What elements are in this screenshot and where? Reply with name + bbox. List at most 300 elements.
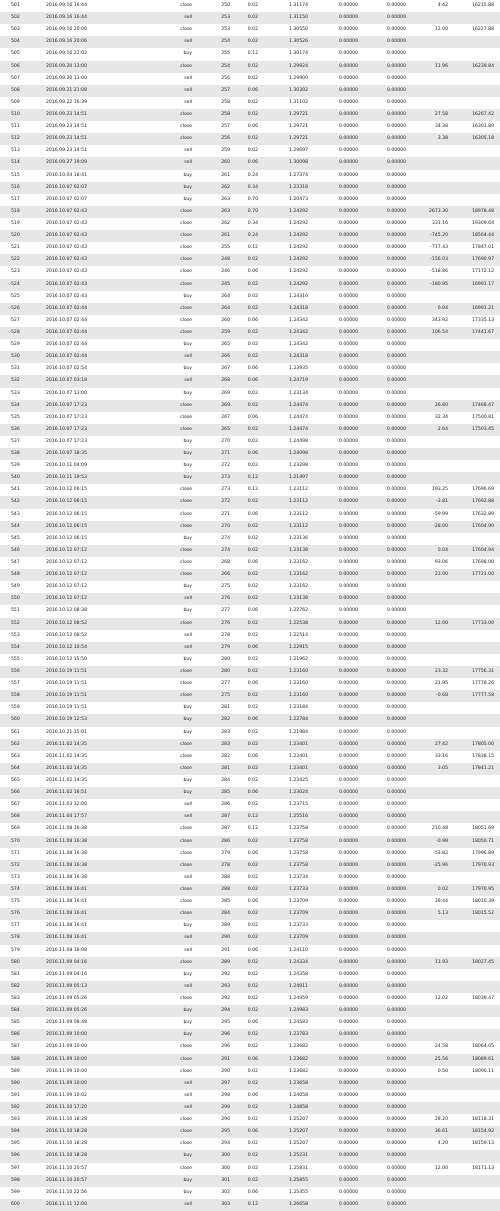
balance-cell — [452, 775, 500, 787]
trade-type-cell: close — [128, 545, 196, 557]
take-profit-cell: 0.00000 — [362, 436, 410, 448]
profit-cell — [410, 642, 452, 654]
trade-type-cell: close — [128, 424, 196, 436]
row-number-cell: 537 — [0, 436, 40, 448]
profit-cell — [410, 73, 452, 85]
profit-cell: -28.00 — [410, 521, 452, 533]
price-cell: 1.24498 — [262, 436, 312, 448]
table-row — [0, 811, 500, 823]
profit-cell: 23.00 — [410, 569, 452, 581]
profit-cell: -3.81 — [410, 496, 452, 508]
profit-cell: 3.38 — [410, 133, 452, 145]
profit-cell: 5.13 — [410, 908, 452, 920]
trade-type-cell: buy — [128, 920, 196, 932]
lot-size-cell: 0.02 — [234, 1138, 262, 1150]
trade-type-cell: close — [128, 327, 196, 339]
row-number-cell: 539 — [0, 460, 40, 472]
take-profit-cell: 0.00000 — [362, 303, 410, 315]
timestamp-cell: 2016.11.10 18:28 — [40, 1138, 128, 1150]
balance-cell — [452, 605, 500, 617]
take-profit-cell: 0.00000 — [362, 388, 410, 400]
timestamp-cell: 2016.09.23 14:51 — [40, 121, 128, 133]
row-number-cell: 580 — [0, 957, 40, 969]
balance-cell — [452, 654, 500, 666]
table-row — [0, 1090, 500, 1102]
lot-size-cell: 0.06 — [234, 1090, 262, 1102]
take-profit-cell: 0.00000 — [362, 484, 410, 496]
order-id-cell: 261 — [196, 170, 234, 182]
profit-cell — [410, 1017, 452, 1029]
trade-type-cell: buy — [128, 787, 196, 799]
price-cell: 1.23184 — [262, 702, 312, 714]
lot-size-cell: 0.02 — [234, 1041, 262, 1053]
profit-cell: 0.02 — [410, 884, 452, 896]
lot-size-cell: 0.12 — [234, 1199, 262, 1211]
take-profit-cell: 0.00000 — [362, 1102, 410, 1114]
profit-cell — [410, 1187, 452, 1199]
table-row — [0, 727, 500, 739]
row-number-cell: 583 — [0, 993, 40, 1005]
price-cell: 1.23682 — [262, 1066, 312, 1078]
row-number-cell: 559 — [0, 702, 40, 714]
take-profit-cell: 0.00000 — [362, 581, 410, 593]
order-id-cell: 284 — [196, 775, 234, 787]
trade-type-cell: buy — [128, 194, 196, 206]
trade-type-cell: buy — [128, 605, 196, 617]
balance-cell — [452, 630, 500, 642]
order-id-cell: 273 — [196, 472, 234, 484]
stop-loss-cell: 0.00000 — [312, 194, 362, 206]
take-profit-cell: 0.00000 — [362, 24, 410, 36]
stop-loss-cell: 0.00000 — [312, 182, 362, 194]
lot-size-cell: 0.06 — [234, 412, 262, 424]
row-number-cell: 592 — [0, 1102, 40, 1114]
row-number-cell: 564 — [0, 763, 40, 775]
order-id-cell: 288 — [196, 872, 234, 884]
table-row — [0, 36, 500, 48]
profit-cell — [410, 436, 452, 448]
table-row — [0, 85, 500, 97]
order-id-cell: 263 — [196, 194, 234, 206]
order-id-cell: 277 — [196, 678, 234, 690]
lot-size-cell: 0.02 — [234, 279, 262, 291]
lot-size-cell: 0.02 — [234, 872, 262, 884]
timestamp-cell: 2016.10.07 02:43 — [40, 291, 128, 303]
trade-type-cell: close — [128, 496, 196, 508]
row-number-cell: 546 — [0, 545, 40, 557]
balance-cell: 18171.13 — [452, 1163, 500, 1175]
lot-size-cell: 0.02 — [234, 1163, 262, 1175]
row-number-cell: 509 — [0, 97, 40, 109]
stop-loss-cell: 0.00000 — [312, 315, 362, 327]
price-cell: 1.24058 — [262, 1090, 312, 1102]
trade-type-cell: close — [128, 242, 196, 254]
lot-size-cell: 0.02 — [234, 73, 262, 85]
lot-size-cell: 0.12 — [234, 484, 262, 496]
take-profit-cell: 0.00000 — [362, 860, 410, 872]
table-row — [0, 1199, 500, 1211]
stop-loss-cell: 0.00000 — [312, 993, 362, 1005]
order-id-cell: 266 — [196, 351, 234, 363]
trade-type-cell: close — [128, 218, 196, 230]
take-profit-cell: 0.00000 — [362, 133, 410, 145]
order-id-cell: 292 — [196, 993, 234, 1005]
table-row — [0, 908, 500, 920]
balance-cell — [452, 472, 500, 484]
order-id-cell: 276 — [196, 618, 234, 630]
timestamp-cell: 2016.10.04 18:41 — [40, 170, 128, 182]
lot-size-cell: 0.02 — [234, 654, 262, 666]
trade-type-cell: close — [128, 509, 196, 521]
balance-cell: 17756.31 — [452, 666, 500, 678]
stop-loss-cell: 0.00000 — [312, 327, 362, 339]
take-profit-cell: 0.00000 — [362, 823, 410, 835]
trade-type-cell: sell — [128, 351, 196, 363]
profit-cell: 210.48 — [410, 823, 452, 835]
profit-cell: 28.20 — [410, 1114, 452, 1126]
row-number-cell: 571 — [0, 848, 40, 860]
stop-loss-cell: 0.00000 — [312, 1054, 362, 1066]
order-id-cell: 294 — [196, 1138, 234, 1150]
stop-loss-cell: 0.00000 — [312, 73, 362, 85]
row-number-cell: 505 — [0, 48, 40, 60]
table-row — [0, 678, 500, 690]
take-profit-cell: 0.00000 — [362, 1150, 410, 1162]
timestamp-cell: 2016.10.07 17:23 — [40, 424, 128, 436]
lot-size-cell: 0.02 — [234, 618, 262, 630]
order-id-cell: 245 — [196, 279, 234, 291]
stop-loss-cell: 0.00000 — [312, 969, 362, 981]
timestamp-cell: 2016.10.12 06:15 — [40, 484, 128, 496]
timestamp-cell: 2016.10.12 15:50 — [40, 654, 128, 666]
row-number-cell: 563 — [0, 751, 40, 763]
take-profit-cell: 0.00000 — [362, 908, 410, 920]
take-profit-cell: 0.00000 — [362, 920, 410, 932]
row-number-cell: 590 — [0, 1078, 40, 1090]
order-id-cell: 269 — [196, 388, 234, 400]
row-number-cell: 593 — [0, 1114, 40, 1126]
order-id-cell: 274 — [196, 533, 234, 545]
profit-cell: 0.50 — [410, 1066, 452, 1078]
profit-cell — [410, 714, 452, 726]
timestamp-cell: 2016.10.19 11:51 — [40, 690, 128, 702]
row-number-cell: 576 — [0, 908, 40, 920]
balance-cell — [452, 533, 500, 545]
stop-loss-cell: 0.00000 — [312, 1199, 362, 1211]
balance-cell: 16239.84 — [452, 61, 500, 73]
lot-size-cell: 0.02 — [234, 545, 262, 557]
lot-size-cell: 0.06 — [234, 678, 262, 690]
stop-loss-cell: 0.00000 — [312, 1163, 362, 1175]
profit-cell — [410, 981, 452, 993]
trade-type-cell: close — [128, 279, 196, 291]
order-id-cell: 291 — [196, 1054, 234, 1066]
trade-type-cell: buy — [128, 472, 196, 484]
timestamp-cell: 2016.09.20 13:00 — [40, 73, 128, 85]
order-id-cell: 287 — [196, 811, 234, 823]
lot-size-cell: 0.02 — [234, 400, 262, 412]
lot-size-cell: 0.02 — [234, 1066, 262, 1078]
order-id-cell: 257 — [196, 85, 234, 97]
trade-type-cell: close — [128, 400, 196, 412]
take-profit-cell: 0.00000 — [362, 593, 410, 605]
row-number-cell: 533 — [0, 388, 40, 400]
take-profit-cell: 0.00000 — [362, 460, 410, 472]
order-id-cell: 278 — [196, 860, 234, 872]
take-profit-cell: 0.00000 — [362, 787, 410, 799]
timestamp-cell: 2016.11.08 16:41 — [40, 920, 128, 932]
order-id-cell: 250 — [196, 0, 234, 12]
lot-size-cell: 0.02 — [234, 727, 262, 739]
table-row — [0, 157, 500, 169]
stop-loss-cell: 0.00000 — [312, 872, 362, 884]
table-row — [0, 836, 500, 848]
lot-size-cell: 0.02 — [234, 533, 262, 545]
balance-cell — [452, 1005, 500, 1017]
take-profit-cell: 0.00000 — [362, 642, 410, 654]
row-number-cell: 599 — [0, 1187, 40, 1199]
take-profit-cell: 0.00000 — [362, 157, 410, 169]
trade-type-cell: buy — [128, 969, 196, 981]
timestamp-cell: 2016.09.16 16:44 — [40, 0, 128, 12]
row-number-cell: 527 — [0, 315, 40, 327]
stop-loss-cell: 0.00000 — [312, 496, 362, 508]
row-number-cell: 556 — [0, 666, 40, 678]
row-number-cell: 566 — [0, 787, 40, 799]
table-row — [0, 218, 500, 230]
stop-loss-cell: 0.00000 — [312, 775, 362, 787]
stop-loss-cell: 0.00000 — [312, 860, 362, 872]
row-number-cell: 574 — [0, 884, 40, 896]
balance-cell: 19309.64 — [452, 218, 500, 230]
balance-cell: 17604.90 — [452, 521, 500, 533]
trade-type-cell: close — [128, 618, 196, 630]
balance-cell: 18015.52 — [452, 908, 500, 920]
take-profit-cell: 0.00000 — [362, 884, 410, 896]
balance-cell — [452, 1029, 500, 1041]
balance-cell: 17841.21 — [452, 763, 500, 775]
profit-cell: -25.96 — [410, 860, 452, 872]
table-row — [0, 12, 500, 24]
row-number-cell: 508 — [0, 85, 40, 97]
profit-cell: 11.96 — [410, 61, 452, 73]
stop-loss-cell: 0.00000 — [312, 363, 362, 375]
order-id-cell: 254 — [196, 61, 234, 73]
stop-loss-cell: 0.00000 — [312, 1187, 362, 1199]
lot-size-cell: 0.02 — [234, 1005, 262, 1017]
price-cell: 1.31150 — [262, 12, 312, 24]
profit-cell: 12.02 — [410, 993, 452, 1005]
lot-size-cell: 0.02 — [234, 860, 262, 872]
balance-cell — [452, 36, 500, 48]
take-profit-cell: 0.00000 — [362, 206, 410, 218]
lot-size-cell: 0.02 — [234, 254, 262, 266]
profit-cell — [410, 630, 452, 642]
price-cell: 1.24983 — [262, 1005, 312, 1017]
row-number-cell: 565 — [0, 775, 40, 787]
profit-cell: 34.38 — [410, 121, 452, 133]
price-cell: 1.24292 — [262, 266, 312, 278]
stop-loss-cell: 0.00000 — [312, 291, 362, 303]
timestamp-cell: 2016.11.09 10:02 — [40, 1090, 128, 1102]
take-profit-cell: 0.00000 — [362, 48, 410, 60]
row-number-cell: 507 — [0, 73, 40, 85]
price-cell: 1.23136 — [262, 533, 312, 545]
take-profit-cell: 0.00000 — [362, 957, 410, 969]
table-row — [0, 242, 500, 254]
table-row — [0, 279, 500, 291]
lot-size-cell: 0.02 — [234, 569, 262, 581]
stop-loss-cell: 0.00000 — [312, 581, 362, 593]
stop-loss-cell: 0.00000 — [312, 1175, 362, 1187]
order-id-cell: 279 — [196, 642, 234, 654]
row-number-cell: 502 — [0, 12, 40, 24]
order-id-cell: 283 — [196, 727, 234, 739]
profit-cell — [410, 339, 452, 351]
table-row — [0, 170, 500, 182]
stop-loss-cell: 0.00000 — [312, 521, 362, 533]
row-number-cell: 529 — [0, 339, 40, 351]
lot-size-cell: 0.06 — [234, 945, 262, 957]
balance-cell: 17698.00 — [452, 557, 500, 569]
stop-loss-cell: 0.00000 — [312, 678, 362, 690]
balance-cell — [452, 363, 500, 375]
stop-loss-cell: 0.00000 — [312, 12, 362, 24]
take-profit-cell: 0.00000 — [362, 654, 410, 666]
timestamp-cell: 2016.11.10 18:28 — [40, 1150, 128, 1162]
balance-cell — [452, 811, 500, 823]
order-id-cell: 281 — [196, 702, 234, 714]
take-profit-cell: 0.00000 — [362, 254, 410, 266]
trade-type-cell: sell — [128, 811, 196, 823]
balance-cell — [452, 12, 500, 24]
balance-cell: 17441.67 — [452, 327, 500, 339]
order-id-cell: 285 — [196, 896, 234, 908]
lot-size-cell: 0.02 — [234, 496, 262, 508]
take-profit-cell: 0.00000 — [362, 630, 410, 642]
profit-cell: -53.82 — [410, 848, 452, 860]
timestamp-cell: 2016.10.12 07:12 — [40, 581, 128, 593]
row-number-cell: 595 — [0, 1138, 40, 1150]
row-number-cell: 541 — [0, 484, 40, 496]
stop-loss-cell: 0.00000 — [312, 509, 362, 521]
lot-size-cell: 0.02 — [234, 24, 262, 36]
timestamp-cell: 2016.10.07 02:07 — [40, 182, 128, 194]
balance-cell: 17733.00 — [452, 618, 500, 630]
trade-type-cell: sell — [128, 945, 196, 957]
trade-type-cell: close — [128, 908, 196, 920]
take-profit-cell: 0.00000 — [362, 121, 410, 133]
trade-type-cell: close — [128, 569, 196, 581]
price-cell: 1.22514 — [262, 630, 312, 642]
stop-loss-cell: 0.00000 — [312, 920, 362, 932]
table-row — [0, 194, 500, 206]
trade-type-cell: close — [128, 1066, 196, 1078]
price-cell: 1.31174 — [262, 0, 312, 12]
trade-type-cell: close — [128, 484, 196, 496]
stop-loss-cell: 0.00000 — [312, 0, 362, 12]
stop-loss-cell: 0.00000 — [312, 206, 362, 218]
table-row — [0, 1175, 500, 1187]
table-row — [0, 254, 500, 266]
balance-cell — [452, 872, 500, 884]
timestamp-cell: 2016.10.07 02:44 — [40, 351, 128, 363]
profit-cell: 4.20 — [410, 1138, 452, 1150]
order-id-cell: 275 — [196, 690, 234, 702]
timestamp-cell: 2016.10.07 02:43 — [40, 254, 128, 266]
balance-cell: 17468.47 — [452, 400, 500, 412]
timestamp-cell: 2016.10.12 06:15 — [40, 509, 128, 521]
trade-type-cell: sell — [128, 630, 196, 642]
balance-cell — [452, 932, 500, 944]
order-id-cell: 302 — [196, 1187, 234, 1199]
price-cell: 1.21497 — [262, 472, 312, 484]
timestamp-cell: 2016.09.23 14:51 — [40, 109, 128, 121]
take-profit-cell: 0.00000 — [362, 339, 410, 351]
price-cell: 1.23138 — [262, 545, 312, 557]
trade-type-cell: buy — [128, 1187, 196, 1199]
lot-size-cell: 0.06 — [234, 751, 262, 763]
timestamp-cell: 2016.10.07 02:44 — [40, 327, 128, 339]
row-number-cell: 552 — [0, 618, 40, 630]
table-row — [0, 714, 500, 726]
table-row — [0, 872, 500, 884]
price-cell: 1.23112 — [262, 509, 312, 521]
profit-cell: 0.04 — [410, 545, 452, 557]
balance-cell: 18154.92 — [452, 1126, 500, 1138]
profit-cell — [410, 1150, 452, 1162]
lot-size-cell: 0.12 — [234, 472, 262, 484]
timestamp-cell: 2016.11.09 08:48 — [40, 1017, 128, 1029]
lot-size-cell: 0.06 — [234, 642, 262, 654]
take-profit-cell: 0.00000 — [362, 775, 410, 787]
price-cell: 1.23758 — [262, 848, 312, 860]
table-row — [0, 630, 500, 642]
table-row — [0, 48, 500, 60]
lot-size-cell: 0.02 — [234, 702, 262, 714]
take-profit-cell: 0.00000 — [362, 36, 410, 48]
balance-cell: 18564.44 — [452, 230, 500, 242]
order-id-cell: 293 — [196, 981, 234, 993]
row-number-cell: 594 — [0, 1126, 40, 1138]
stop-loss-cell: 0.00000 — [312, 908, 362, 920]
timestamp-cell: 2016.11.02 14:35 — [40, 775, 128, 787]
row-number-cell: 579 — [0, 945, 40, 957]
price-cell: 1.24342 — [262, 327, 312, 339]
stop-loss-cell: 0.00000 — [312, 170, 362, 182]
table-row — [0, 363, 500, 375]
timestamp-cell: 2016.11.09 05:26 — [40, 993, 128, 1005]
row-number-cell: 523 — [0, 266, 40, 278]
timestamp-cell: 2016.10.19 12:53 — [40, 714, 128, 726]
trade-type-cell: close — [128, 666, 196, 678]
balance-cell — [452, 920, 500, 932]
lot-size-cell: 0.02 — [234, 775, 262, 787]
balance-cell — [452, 48, 500, 60]
timestamp-cell: 2016.10.07 02:44 — [40, 303, 128, 315]
price-cell: 1.31102 — [262, 97, 312, 109]
row-number-cell: 587 — [0, 1041, 40, 1053]
lot-size-cell: 0.06 — [234, 1017, 262, 1029]
trade-type-cell: close — [128, 823, 196, 835]
order-id-cell: 275 — [196, 581, 234, 593]
price-cell: 1.22762 — [262, 605, 312, 617]
timestamp-cell: 2016.11.02 14:35 — [40, 763, 128, 775]
order-id-cell: 278 — [196, 630, 234, 642]
lot-size-cell: 0.06 — [234, 1054, 262, 1066]
profit-cell: 106.54 — [410, 327, 452, 339]
trade-type-cell: sell — [128, 593, 196, 605]
